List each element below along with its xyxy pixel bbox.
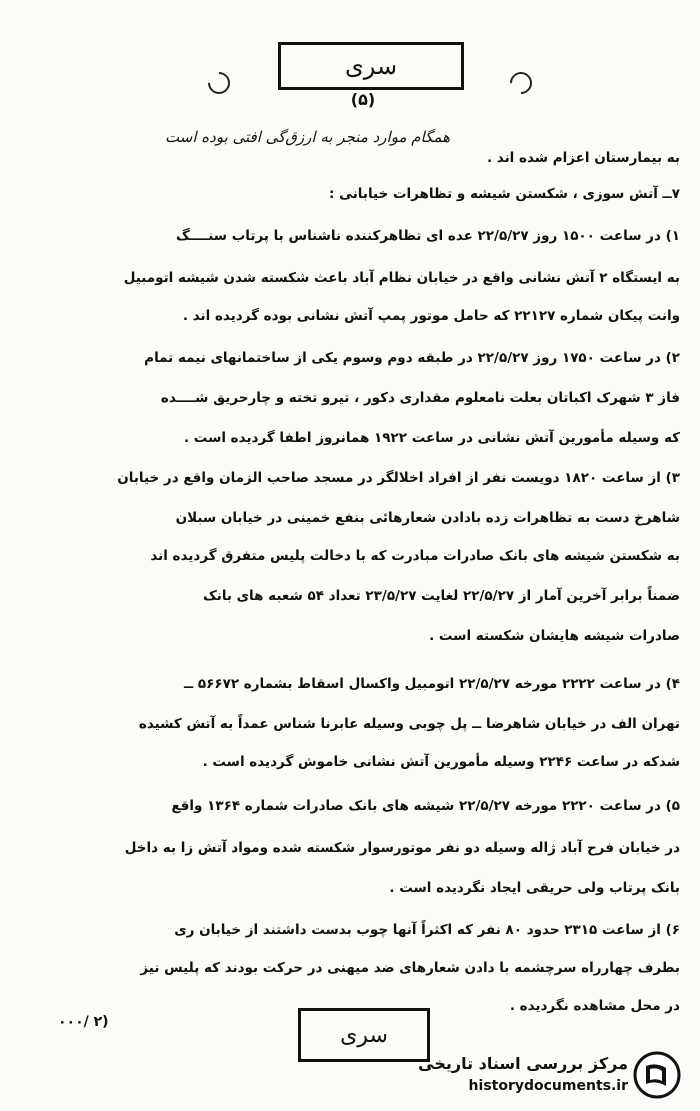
watermark-title: مرکز بررسی اسناد تاریخی bbox=[418, 1054, 628, 1073]
report-line: شدکه در ساعت ۲۲۴۶ وسیله مأمورین آتش نشانی خاموش گردیده است . bbox=[202, 754, 680, 770]
report-line: ۲) در ساعت ۱۷۵۰ روز ۲۲/۵/۲۷ در طبقه دوم وسوم یکی از ساختمانهای نیمه تمام bbox=[144, 350, 680, 366]
report-line: در محل مشاهده نگردیده . bbox=[509, 998, 680, 1014]
report-line: به ایستگاه ۲ آتش نشانی واقع در خیابان نظام آباد باعث شکسته شدن شیشه اتومبیل bbox=[123, 270, 680, 286]
document-code: ۰۰۰/ ۲) bbox=[58, 1014, 109, 1030]
report-line: ۶) از ساعت ۲۳۱۵ حدود ۸۰ نفر که اکثراً آنها چوب بدست داشتند از خیابان ری bbox=[174, 922, 680, 938]
report-line: بطرف چهارراه سرچشمه با دادن شعارهای ضد میهنی در حرکت بودند که پلیس نیز bbox=[140, 960, 680, 976]
punch-hole-left bbox=[203, 67, 234, 98]
report-line: که وسیله مأمورین آتش نشانی در ساعت ۱۹۲۲ همانروز اطفا گردیده است . bbox=[183, 430, 680, 446]
report-line: بانک پرتاب ولی حریقی ایجاد نگردیده است . bbox=[389, 880, 680, 896]
report-line: صادرات شیشه هایشان شکسته است . bbox=[429, 628, 680, 644]
report-line: وانت پیکان شماره ۲۲۱۲۷ که حامل موتور پمپ آتش نشانی بوده گردیده اند . bbox=[182, 308, 680, 324]
classification-stamp-top-text: سری bbox=[344, 52, 398, 80]
report-line: ۴) در ساعت ۲۲۲۲ مورخه ۲۲/۵/۲۷ اتومبیل واکسال اسقاط بشماره ۵۶۶۷۲ ــ bbox=[183, 676, 680, 692]
report-line: به شکستن شیشه های بانک صادرات مبادرت که با دخالت پلیس متفرق گردیده اند bbox=[150, 548, 680, 564]
archive-watermark bbox=[414, 1050, 686, 1102]
report-line: ۱) در ساعت ۱۵۰۰ روز ۲۲/۵/۲۷ عده ای تظاهرکننده ناشناس با پرتاب سنــــگ bbox=[175, 228, 680, 244]
report-line: در خیابان فرح آباد ژاله وسیله دو نفر موتورسوار شکسته شده ومواد آتش زا به داخل bbox=[124, 840, 680, 856]
classification-stamp-bottom-text: سری bbox=[340, 1022, 388, 1048]
section-heading: ۷ــ آتش سوزی ، شکستن شیشه و تظاهرات خیابانی : bbox=[328, 186, 680, 202]
report-line: ضمناً برابر آخرین آمار از ۲۲/۵/۲۷ لغایت ۲۳/۵/۲۷ تعداد ۵۴ شعبه های بانک bbox=[202, 588, 680, 604]
classification-stamp-bottom bbox=[298, 1008, 430, 1062]
report-line: شاهرخ دست به تظاهرات زده بادادن شعارهائی بنفع خمینی در خیابان سبلان bbox=[175, 510, 680, 526]
report-line: تهران الف در خیابان شاهرضا ــ پل چوبی وسیله عابرنا شناس عمداً به آتش کشیده bbox=[138, 716, 680, 732]
handwritten-note: همگام موارد منجر به ارزق‌گی افتی بوده است bbox=[165, 128, 450, 146]
watermark-url: historydocuments.ir bbox=[468, 1078, 628, 1094]
report-line: ۵) در ساعت ۲۲۲۰ مورخه ۲۲/۵/۲۷ شیشه های بانک صادرات شماره ۱۳۶۴ واقع bbox=[171, 798, 680, 814]
punch-hole-right bbox=[505, 67, 536, 98]
report-line: به بیمارستان اعزام شده اند . bbox=[486, 150, 680, 166]
report-line: ۳) از ساعت ۱۸۲۰ دویست نفر از افراد اخلالگر در مسجد صاحب الزمان واقع در خیابان bbox=[117, 470, 680, 486]
report-line: فاز ۳ شهرک اکباتان بعلت نامعلوم مقداری دکور ، تیرو تخته و چارحریق شــــده bbox=[160, 390, 680, 406]
classification-stamp-top bbox=[278, 42, 464, 90]
book-page-icon bbox=[632, 1050, 682, 1100]
page-number: (۵) bbox=[350, 90, 376, 109]
